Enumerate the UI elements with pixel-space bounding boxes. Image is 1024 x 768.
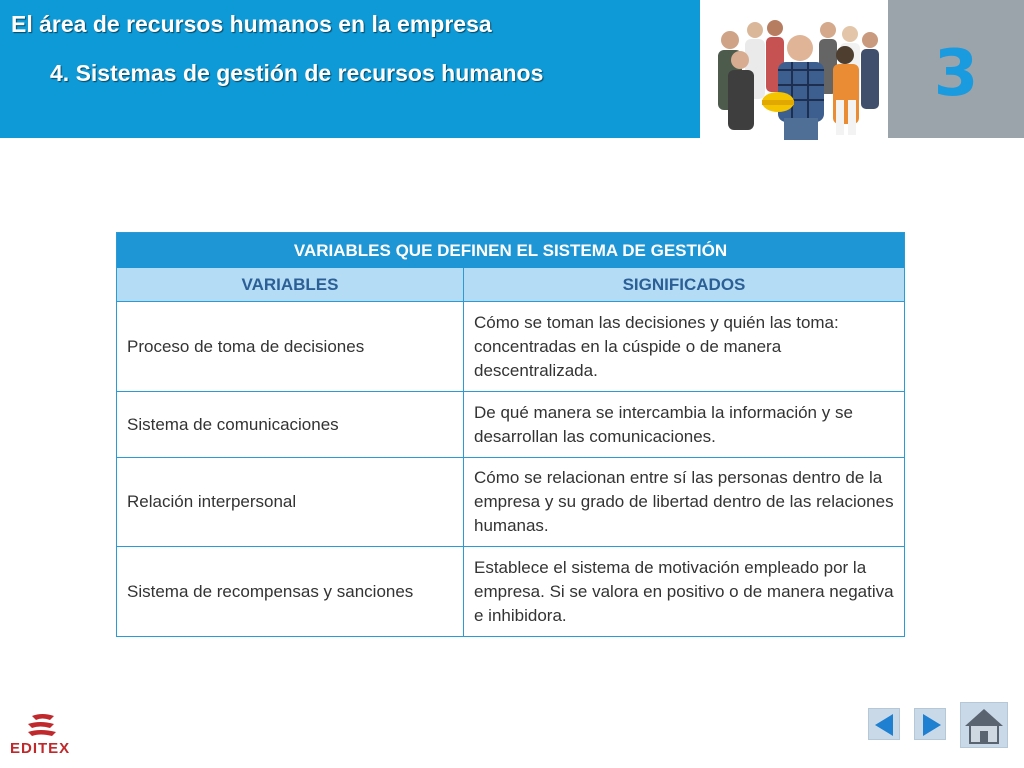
- variable-cell: Proceso de toma de decisiones: [117, 302, 464, 391]
- meaning-cell: Cómo se relacionan entre sí las personas dentro de la empresa y su grado de libertad dentro de las relaciones humanas.: [474, 468, 894, 535]
- home-icon: [961, 703, 1007, 747]
- variable-cell: Sistema de recompensas y sanciones: [117, 547, 464, 636]
- chapter-number: 3: [933, 37, 979, 111]
- variable-cell: Relación interpersonal: [117, 458, 464, 546]
- page-title: El área de recursos humanos en la empresa: [11, 11, 492, 37]
- next-slide-button[interactable]: [914, 708, 946, 740]
- meaning-cell: Establece el sistema de motivación empleado por la empresa. Si se valora en positivo o de manera negativa e inhibidora.: [474, 557, 894, 625]
- table-header-row: [117, 268, 904, 302]
- table-row: [117, 547, 904, 636]
- variable-cell: Sistema de comunicaciones: [117, 392, 464, 457]
- table-title: VARIABLES QUE DEFINEN EL SISTEMA DE GESTIÓN: [117, 233, 904, 268]
- home-button[interactable]: [960, 702, 1008, 748]
- column-header-variables: VARIABLES: [117, 268, 464, 301]
- table-row: [117, 302, 904, 392]
- column-header-significados: SIGNIFICADOS: [622, 275, 746, 294]
- editex-logo-text: EDITEX: [10, 740, 71, 757]
- meaning-cell: Cómo se toman las decisiones y quién las toma: concentradas en la cúspide o de manera descentralizada.: [474, 312, 839, 380]
- next-arrow-icon: [915, 709, 947, 741]
- header-banner: [0, 0, 700, 138]
- previous-slide-button[interactable]: [868, 708, 900, 740]
- table-row: [117, 458, 904, 547]
- table-row: [117, 392, 904, 458]
- meaning-cell: De qué manera se intercambia la información y se desarrollan las comunicaciones.: [474, 402, 853, 446]
- workers-group-photo: [700, 0, 888, 140]
- section-subtitle: 4. Sistemas de gestión de recursos humanos: [50, 60, 544, 86]
- chapter-box: [888, 0, 1024, 138]
- variables-table: [116, 232, 905, 637]
- prev-arrow-icon: [869, 709, 901, 741]
- editex-logo-mark-icon: [10, 712, 80, 742]
